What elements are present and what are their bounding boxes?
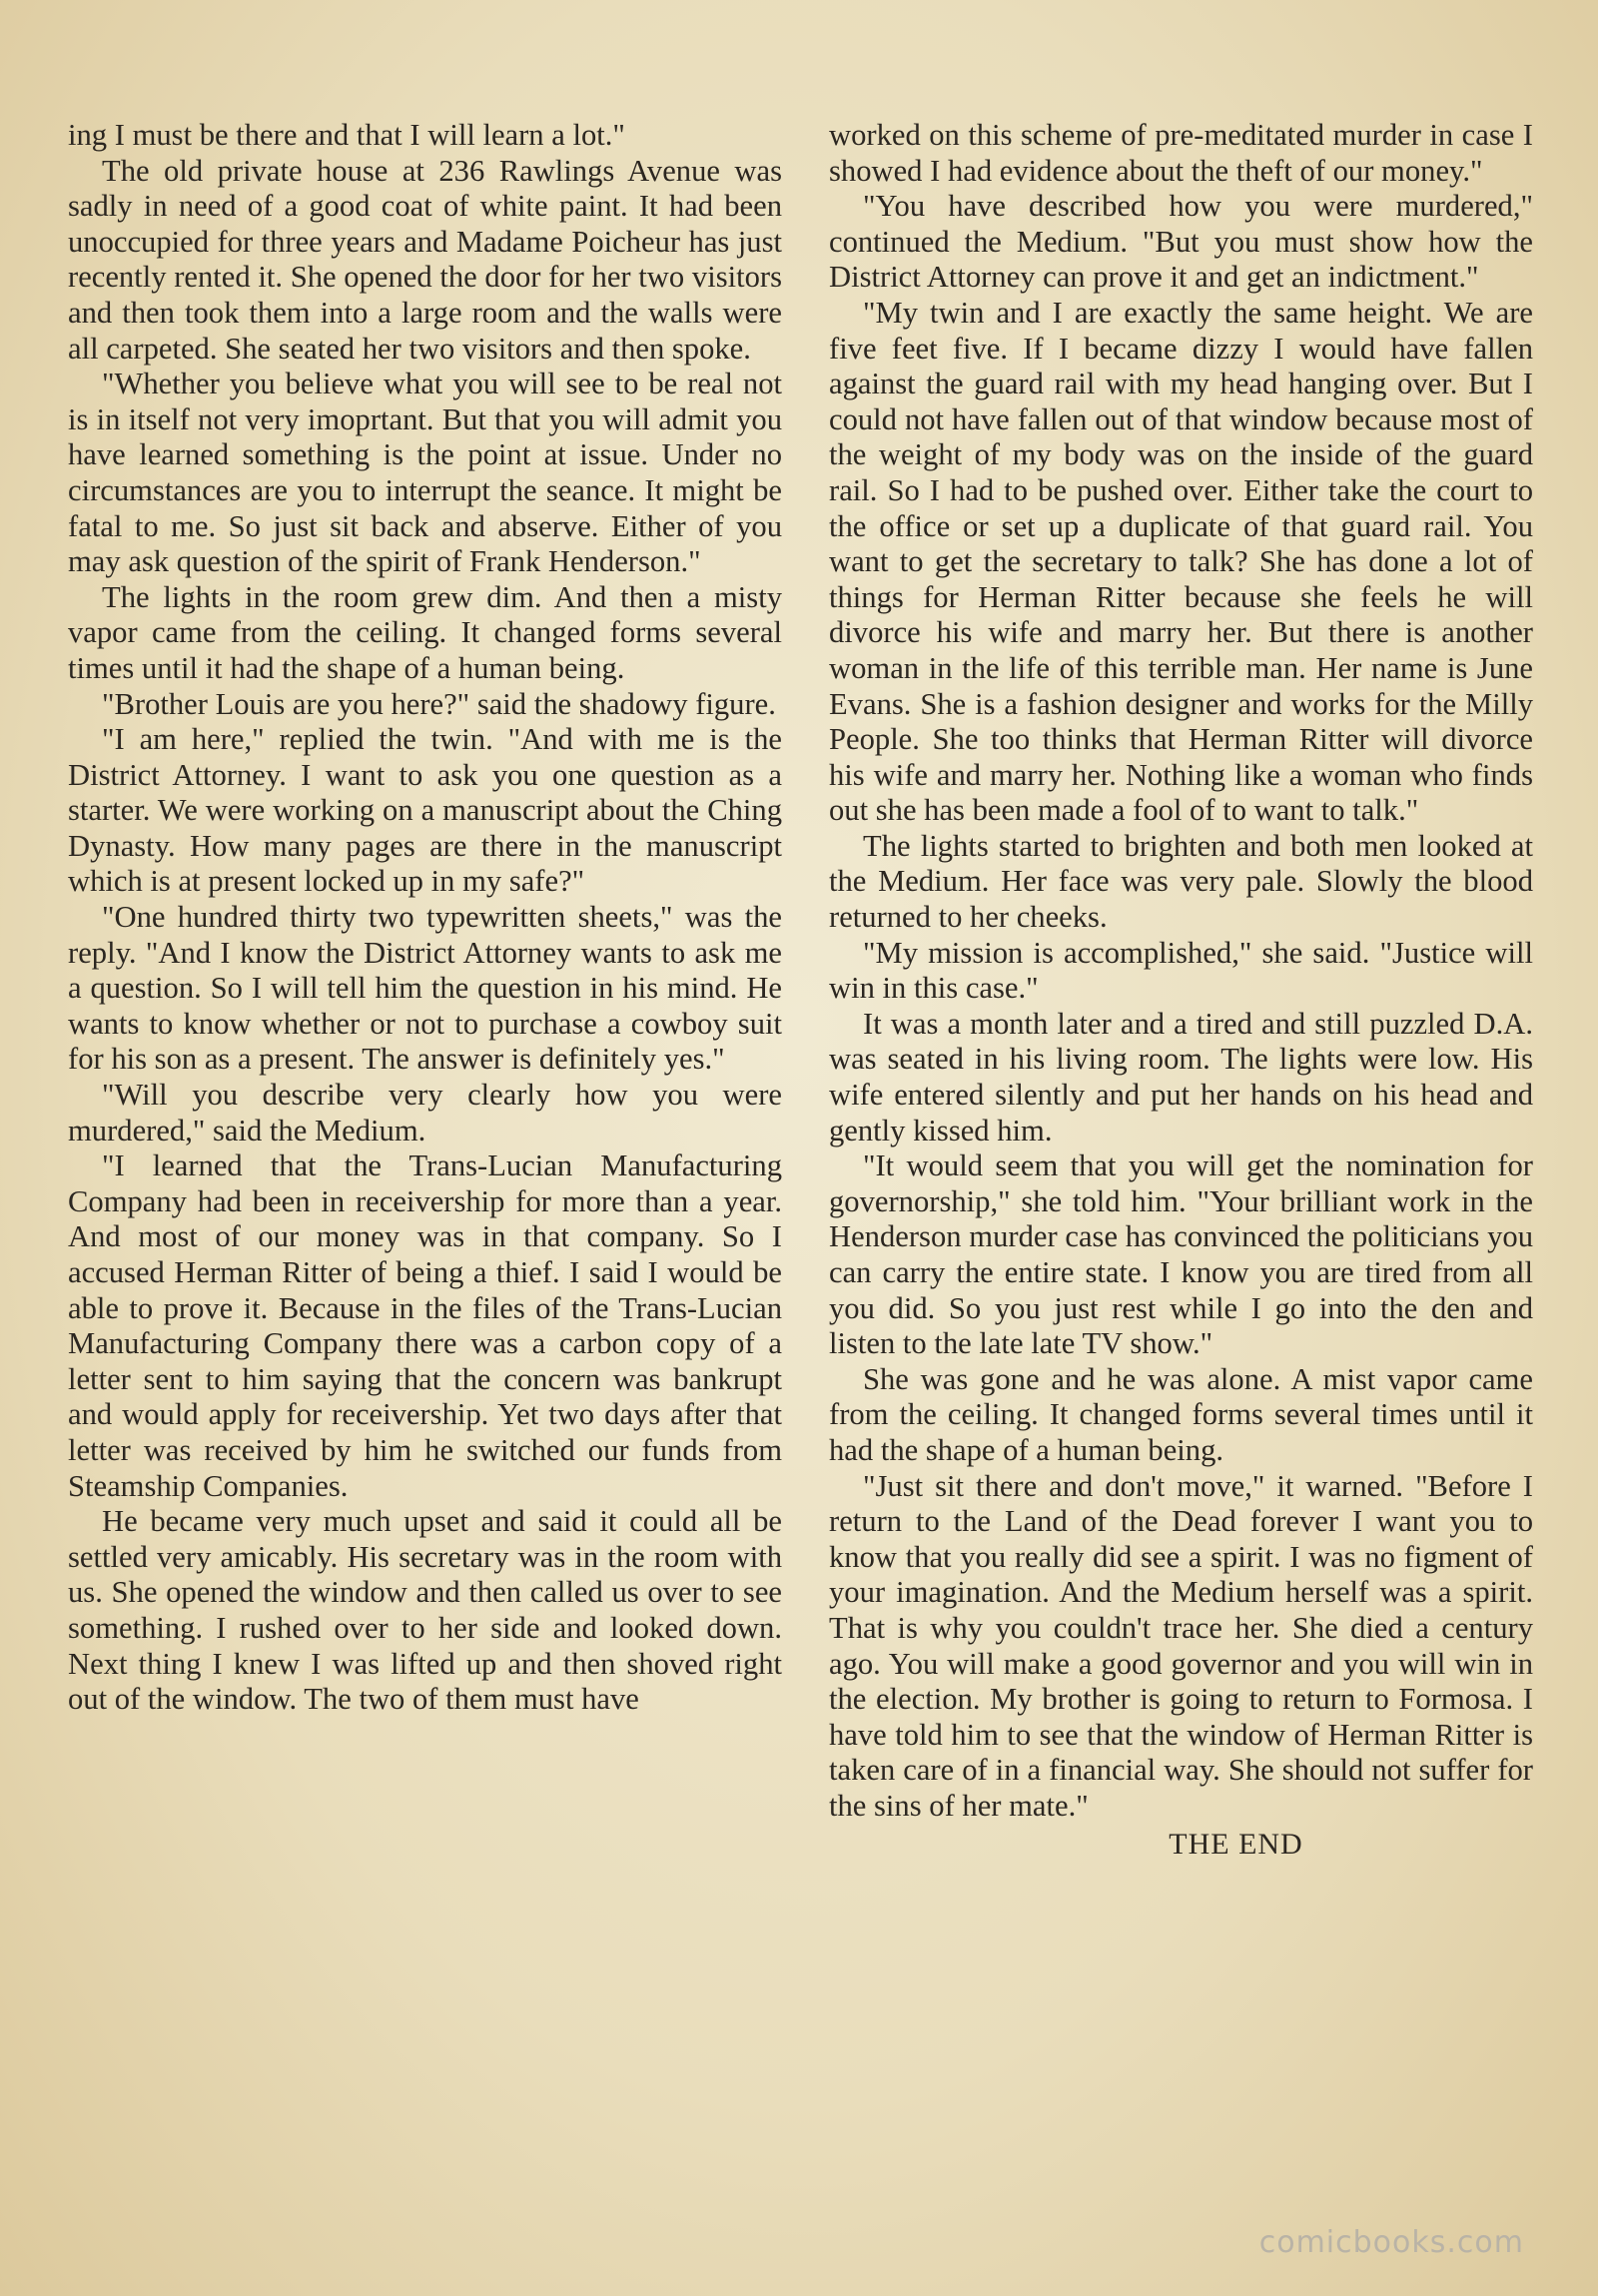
- story-paragraph: "Whether you believe what you will see to be real not is in itself not very imoprtant. But that you will admit you have learned something is the point at issue. Under no circumstances are you to interrupt the seance. It might be fatal to me. So just sit back and abserve. Either of you may ask question of the spirit of Frank Henderson.": [68, 367, 782, 579]
- story-paragraph: "One hundred thirty two typewritten sheets," was the reply. "And I know the District Attorney wants to ask me a question. So I will tell him the question in his mind. He wants to know whether or not to purchase a cowboy suit for his son as a present. The answer is definitely yes.": [68, 900, 782, 1077]
- story-paragraph: "Will you describe very clearly how you were murdered," said the Medium.: [68, 1078, 782, 1148]
- story-paragraph: It was a month later and a tired and still puzzled D.A. was seated in his living room. The lights were low. His wife entered silently and put her hands on his head and gently kissed him.: [829, 1006, 1533, 1148]
- story-paragraph: worked on this scheme of pre-meditated murder in case I showed I had evidence about the theft of our money.": [829, 118, 1533, 188]
- story-paragraph: "My mission is accomplished," she said. "Justice will win in this case.": [829, 935, 1533, 1006]
- story-paragraph: The old private house at 236 Rawlings Avenue was sadly in need of a good coat of white paint. It had been unoccupied for three years and Madame Poicheur has just recently rented it. She opened the door for her two visitors and then took them into a large room and the walls were all carpeted. She seated her two visitors and then spoke.: [68, 153, 782, 366]
- story-paragraph: The lights in the room grew dim. And then a misty vapor came from the ceiling. It changed forms several times until it had the shape of a human being.: [68, 579, 782, 685]
- story-paragraph: The lights started to brighten and both men looked at the Medium. Her face was very pale. Slowly the blood returned to her cheeks.: [829, 828, 1533, 935]
- story-paragraph: "My twin and I are exactly the same height. We are five feet five. If I became dizzy I would have fallen against the guard rail with my head hanging over. But I could not have fallen out of that window because most of the weight of my body was on the inside of the guard rail. So I had to be pushed over. Either take the court to the office or set up a duplicate of that guard rail. You want to get the secretary to talk? She has done a lot of things for Herman Ritter because she feels he will divorce his wife and marry her. But there is another woman in the life of this terrible man. Her name is June Evans. She is a fashion designer and works for the Milly People. She too thinks that Herman Ritter will divorce his wife and marry her. Nothing like a woman who finds out she has been made a fool of to want to talk.": [829, 295, 1533, 828]
- story-paragraph: ing I must be there and that I will learn a lot.": [68, 118, 625, 152]
- left-text-column: [68, 118, 782, 1718]
- the-end-label: THE END: [1169, 1827, 1303, 1861]
- story-paragraph: She was gone and he was alone. A mist vapor came from the ceiling. It changed forms several times until it had the shape of a human being.: [829, 1361, 1533, 1467]
- story-paragraph: "You have described how you were murdered," continued the Medium. "But you must show how the District Attorney can prove it and get an indictment.": [829, 189, 1533, 295]
- story-paragraph: "It would seem that you will get the nomination for governorship," she told him. "Your brilliant work in the Henderson murder case has convinced the politicians you can carry the entire state. I know you are tired from all you did. So you just rest while I go into the den and listen to the late late TV show.": [829, 1148, 1533, 1361]
- story-paragraph: "I learned that the Trans-Lucian Manufacturing Company had been in receivership for more than a year. And most of our money was in that company. So I accused Herman Ritter of being a thief. I said I would be able to prove it. Because in the files of the Trans-Lucian Manufacturing Company there was a carbon copy of a letter sent to him saying that the concern was bankrupt and would apply for receivership. Yet two days after that letter was received by him he switched our funds from Steamship Companies.: [68, 1148, 782, 1503]
- story-paragraph: He became very much upset and said it could all be settled very amicably. His secretary was in the room with us. She opened the window and then called us over to see something. I rushed over to her side and looked down. Next thing I knew I was lifted up and then shoved right out of the window. The two of them must have: [68, 1504, 782, 1717]
- story-paragraph: "I am here," replied the twin. "And with me is the District Attorney. I want to ask you one question as a starter. We were working on a manuscript about the Ching Dynasty. How many pages are there in the manuscript which is at present locked up in my safe?": [68, 722, 782, 899]
- story-paragraph: "Just sit there and don't move," it warned. "Before I return to the Land of the Dead forever I want you to know that you really did see a spirit. I was no figment of your imagination. And the Medium herself was a spirit. That is why you couldn't trace her. She died a century ago. You will make a good governor and you will win in the election. My brother is going to return to Formosa. I have told him to see that the window of Herman Ritter is taken care of in a financial way. She should not suffer for the sins of her mate.": [829, 1468, 1533, 1823]
- right-text-column: [829, 118, 1533, 1862]
- site-watermark: comicbooks.com: [1258, 2225, 1524, 2260]
- story-paragraph: "Brother Louis are you here?" said the shadowy figure.: [102, 686, 776, 721]
